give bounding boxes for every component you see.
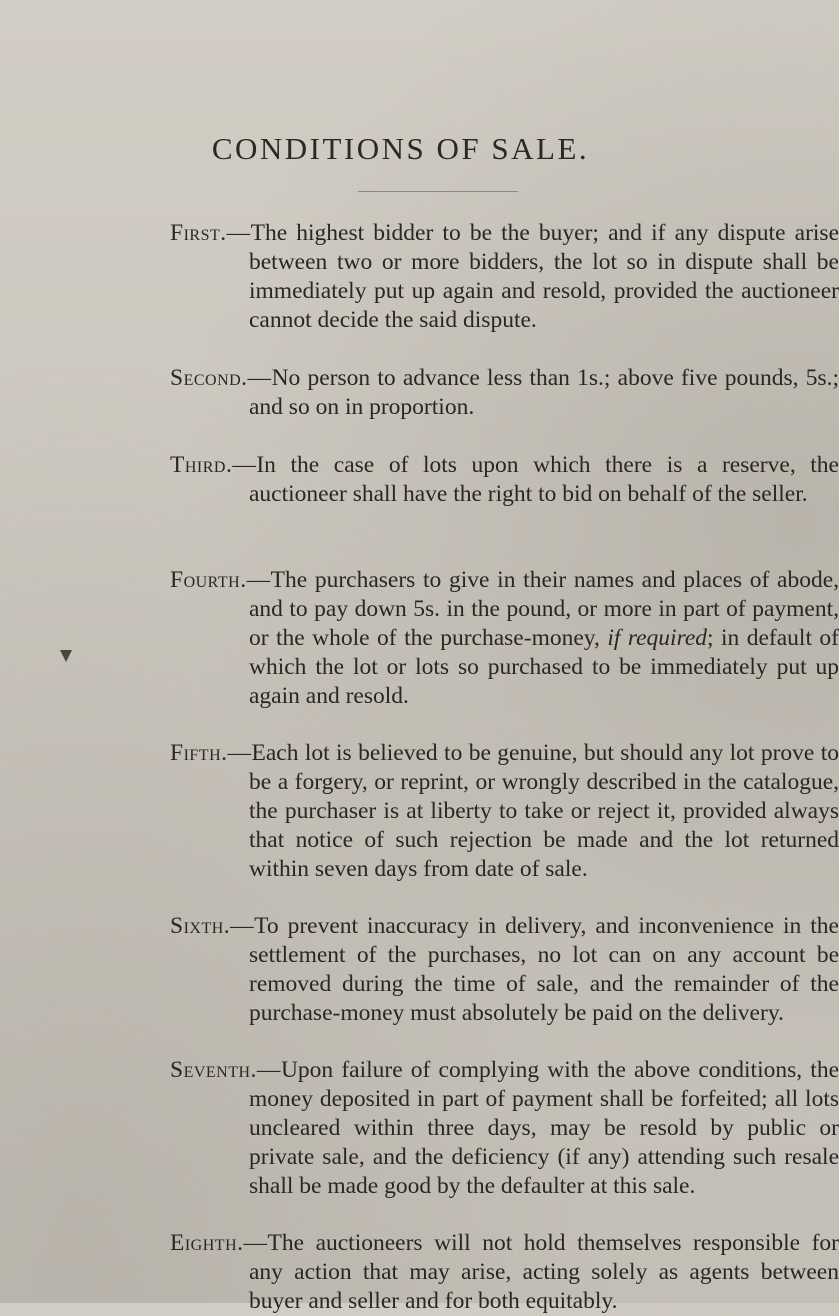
condition-text: Upon failure of complying with the above conditions, the money deposited in part of payment shall be forfeited; all lots uncleared within three days, may be resold by public or private sale, and the deficiency (if any) attending such resale shall be made good by the defaulter at this sale. <box>249 1057 839 1199</box>
page-title: CONDITIONS OF SALE. <box>211 131 590 166</box>
condition-eighth <box>170 1229 839 1316</box>
condition-text: In the case of lots upon which there is a reserve, the auctioneer shall have the right to bid on behalf of the seller. <box>249 452 839 507</box>
condition-lead: Fifth.— <box>170 740 252 766</box>
condition-text: The highest bidder to be the buyer; and if any dispute arise between two or more bidders, the lot so in dispute shall be immediately put up again and resold, provided the auctioneer cannot decide the said dispute. <box>249 220 839 333</box>
condition-fourth <box>170 566 839 711</box>
condition-text: The auctioneers will not hold themselves responsible for any action that may arise, acting solely as agents between buyer and seller and for both equitably. <box>249 1230 839 1314</box>
condition-first <box>170 219 839 335</box>
margin-mark <box>60 650 72 662</box>
condition-lead: Second.— <box>170 365 272 391</box>
condition-text: ; in default of which the lot or lots so purchased to be immediately put up again and resold. <box>249 625 839 709</box>
condition-third <box>170 451 839 509</box>
condition-text-italic: if required <box>607 625 708 651</box>
condition-lead: Seventh.— <box>170 1057 281 1083</box>
condition-lead: Eighth.— <box>170 1230 268 1256</box>
condition-sixth <box>170 912 839 1028</box>
condition-lead: Fourth.— <box>170 567 271 593</box>
condition-text: Each lot is believed to be genuine, but should any lot prove to be a forgery, or reprint, or wrongly described in the catalogue, the purchaser is at liberty to take or reject it, provided always that notice of such rejection be made and the lot returned within seven days from date of sale. <box>249 740 839 882</box>
condition-lead: Sixth.— <box>170 913 255 939</box>
condition-fifth <box>170 739 839 884</box>
condition-lead: First.— <box>170 220 251 246</box>
title-divider <box>358 191 518 192</box>
condition-text: To prevent inaccuracy in delivery, and inconvenience in the settlement of the purchases, no lot can on any account be removed during the time of sale, and the remainder of the purchase-money must absolutely be paid on the delivery. <box>249 913 839 1026</box>
condition-seventh <box>170 1056 839 1201</box>
condition-text: The purchasers to give in their names and places of abode, and to pay down 5s. in the pound, or more in part of payment, or the whole of the purchase-money, <box>249 567 839 651</box>
condition-lead: Third.— <box>170 452 257 478</box>
condition-text: No person to advance less than 1s.; above five pounds, 5s.; and so on in proportion. <box>249 365 839 420</box>
condition-second <box>170 364 839 422</box>
